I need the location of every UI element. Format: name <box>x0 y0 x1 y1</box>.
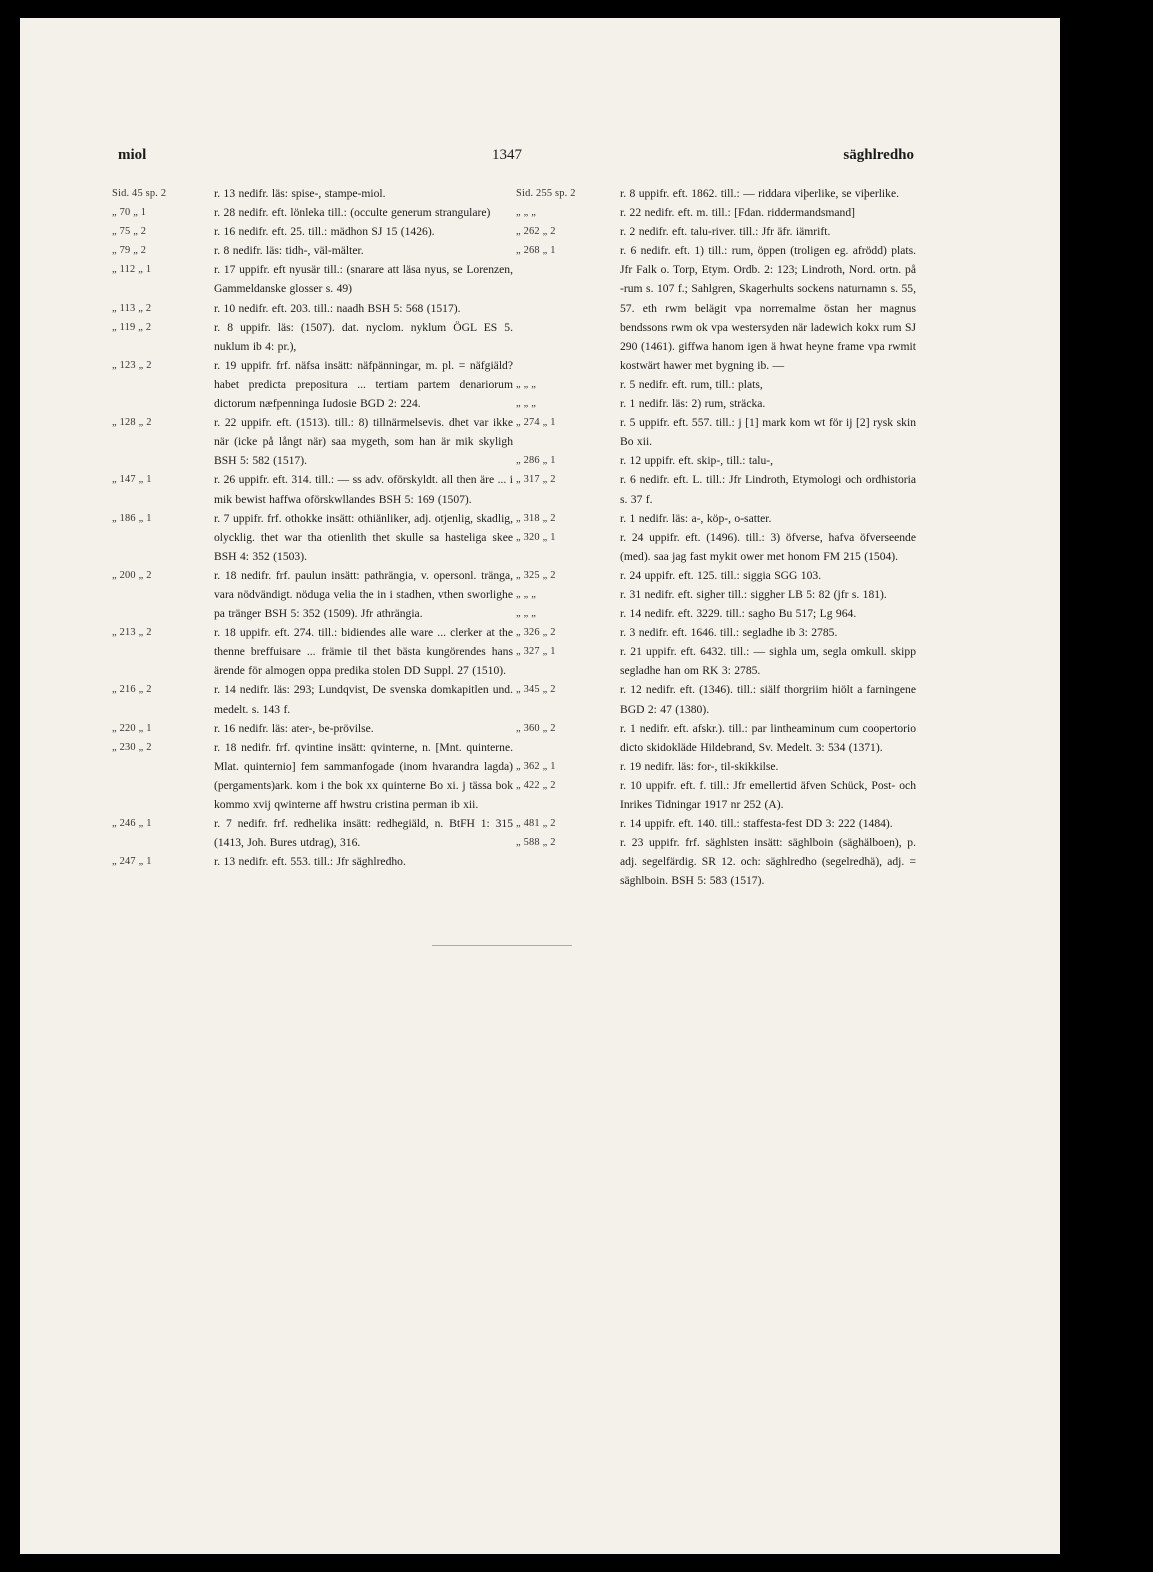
header-right-word: säghlredho <box>843 147 914 163</box>
entry-location: „ „ „ <box>516 608 537 620</box>
correction-entry <box>112 566 513 623</box>
page <box>20 18 1060 1554</box>
entry-location: „ 246 „ 1 <box>112 818 152 830</box>
entry-location: „ „ „ <box>516 378 537 390</box>
entry-location: „ 327 „ 1 <box>516 646 556 658</box>
correction-entry <box>112 509 513 566</box>
entry-location: „ 317 „ 2 <box>516 474 556 486</box>
end-rule <box>432 945 572 946</box>
entry-text: r. 26 uppifr. eft. 314. till.: — ss adv. oförskyldt. all then äre ... i mik bewist haffwa oförskwllandes BSH 5: 169 (1507). <box>214 473 513 506</box>
correction-entry <box>516 623 916 642</box>
entry-location: „ 186 „ 1 <box>112 512 152 524</box>
correction-entry <box>112 680 513 718</box>
entry-text: r. 6 nedifr. eft. 1) till.: rum, öppen (troligen eg. afrödd) plats. Jfr Falk o. Torp, Etym. Ordb. 2: 123; Lindroth, Nord. ortn. på -rum s. 107 f.; Sahlgren, Skagerhults sockens naturnamn s. 55, 57. eth rwm belägit vpa norremalme östan her magnus bendssons rwm ok vpa westersyden när ladewich kokx rum SJ 290 (1461). giffwa hanom igen ä hwat heyne frame vpa rwmit kostwärt hawer met bygning ib. — <box>620 244 916 372</box>
entry-text: r. 1 nedifr. eft. afskr.). till.: par lintheaminum cum coopertorio dicto skidokläde Hildebrand, Sv. Medelt. 3: 534 (1371). <box>620 721 916 754</box>
correction-entry <box>112 299 513 318</box>
entry-location: „ 128 „ 2 <box>112 417 152 429</box>
entry-text: r. 1 nedifr. läs: a-, köp-, o-satter. <box>620 511 772 525</box>
entry-location: „ 75 „ 2 <box>112 226 147 238</box>
entry-location: Sid. 255 sp. 2 <box>516 188 576 199</box>
entry-text: r. 8 nedifr. läs: tidh-, väl-mälter. <box>214 244 364 258</box>
correction-entry <box>112 623 513 680</box>
entry-text: r. 18 nedifr. frf. qvintine insätt: qvinterne, n. [Mnt. quinterne. Mlat. quinternio] fem sammanfogade (inom hvarandra lagda) (pergaments)ark. kom i the bok xx quinterne Bo xi. j tässa bok kommo xvij qwinterne aff hwstru cristina perman ib xii. <box>214 740 513 811</box>
correction-entry <box>516 203 916 222</box>
correction-entry <box>112 184 513 203</box>
entry-location: „ „ „ <box>516 398 537 410</box>
entry-location: „ 345 „ 2 <box>516 684 556 696</box>
entry-text: r. 1 nedifr. läs: 2) rum, sträcka. <box>620 397 766 411</box>
entry-text: r. 14 nedifr. läs: 293; Lundqvist, De svenska domkapitlen und. medelt. s. 143 f. <box>214 683 513 716</box>
entry-location: „ 147 „ 1 <box>112 474 152 486</box>
entry-location: „ 274 „ 1 <box>516 417 556 429</box>
correction-entry <box>516 776 916 814</box>
correction-entry <box>112 318 513 356</box>
entry-text: r. 5 uppifr. eft. 557. till.: j [1] mark kom wt för ij [2] rysk skin Bo xii. <box>620 416 916 449</box>
entry-text: r. 21 uppifr. eft. 6432. till.: — sighla um, segla omkull. skipp segladhe han om RK 3: 2785. <box>620 645 916 678</box>
correction-entry <box>516 642 916 680</box>
entry-text: r. 18 nedifr. frf. paulun insätt: pathrängia, v. opersonl. tränga, vara nödvändigt. nöduga velia the in i stadhen, vthen sworlighe pa tränger BSH 5: 352 (1509). Jfr athrängia. <box>214 568 513 621</box>
entry-location: „ 230 „ 2 <box>112 741 152 753</box>
entry-location: „ 262 „ 2 <box>516 226 556 238</box>
entry-location: „ 422 „ 2 <box>516 779 556 791</box>
entry-location: „ 326 „ 2 <box>516 627 556 639</box>
entry-location: „ 360 „ 2 <box>516 722 556 734</box>
entry-text: r. 8 uppifr. eft. 1862. till.: — riddara viþerlike, se viþerlike. <box>620 187 899 200</box>
entry-text: r. 12 uppifr. eft. skip-, till.: talu-, <box>620 454 774 468</box>
correction-entry <box>112 260 513 298</box>
entry-text: r. 24 uppifr. eft. (1496). till.: 3) öfverse, hafva öfverseende (med). saa jag fast mykit ower met honom FM 215 (1504). <box>620 530 916 563</box>
entry-location: „ 286 „ 1 <box>516 455 556 467</box>
correction-entry <box>112 719 513 738</box>
entry-text: r. 14 uppifr. eft. 140. till.: staffesta-fest DD 3: 222 (1484). <box>620 817 893 831</box>
correction-entry <box>516 757 916 776</box>
entry-location: „ 268 „ 1 <box>516 245 556 257</box>
entry-location: „ 112 „ 1 <box>112 264 152 276</box>
entry-text: r. 7 nedifr. frf. redhelika insätt: redhegiäld, n. BtFH 1: 315 (1413, Joh. Bures utdrag), 316. <box>214 817 513 850</box>
entry-text: r. 5 nedifr. eft. rum, till.: plats, <box>620 377 763 391</box>
entry-location: „ „ „ <box>516 588 537 600</box>
correction-entry <box>112 413 513 470</box>
correction-entry <box>516 604 916 623</box>
correction-entry <box>112 356 513 413</box>
entry-text: r. 10 uppifr. eft. f. till.: Jfr emellertid äfven Schück, Post- och Inrikes Tidningar 1917 nr 252 (A). <box>620 778 916 811</box>
header-left-word: miol <box>118 147 147 163</box>
correction-entry <box>516 509 916 528</box>
correction-entry <box>516 528 916 566</box>
entry-text: r. 12 nedifr. eft. (1346). till.: siälf thorgriim hiölt a farningene BGD 2: 47 (1380). <box>620 683 916 716</box>
entry-text: r. 16 nedifr. eft. 25. till.: mädhon SJ 15 (1426). <box>214 225 435 239</box>
entry-text: r. 7 uppifr. frf. othokke insätt: othiänliker, adj. otjenlig, skadlig, olycklig. thet war tha otienlith thet skulle sa hasteliga skee BSH 4: 352 (1503). <box>214 511 513 563</box>
entry-location: „ 247 „ 1 <box>112 856 152 868</box>
correction-entry <box>516 680 916 718</box>
entry-location: „ 119 „ 2 <box>112 321 152 333</box>
entry-text: r. 3 nedifr. eft. 1646. till.: segladhe ib 3: 2785. <box>620 626 838 640</box>
correction-entry <box>112 222 513 241</box>
entry-location: „ 213 „ 2 <box>112 627 152 639</box>
entry-location: „ 79 „ 2 <box>112 245 147 257</box>
correction-entry <box>112 470 513 508</box>
correction-entry <box>516 719 916 757</box>
entry-text: r. 2 nedifr. eft. talu-river. till.: Jfr äfr. iämrift. <box>620 225 831 239</box>
right-column <box>516 184 916 890</box>
entry-location: „ 320 „ 1 <box>516 531 556 543</box>
correction-entry <box>516 451 916 470</box>
correction-entry <box>112 203 513 222</box>
correction-entry <box>112 738 513 814</box>
entry-location: „ 481 „ 2 <box>516 818 556 830</box>
entry-text: r. 13 nedifr. eft. 553. till.: Jfr säghlredho. <box>214 855 406 869</box>
entry-text: r. 10 nedifr. eft. 203. till.: naadh BSH 5: 568 (1517). <box>214 301 461 315</box>
entry-text: r. 6 nedifr. eft. L. till.: Jfr Lindroth, Etymologi och ordhistoria s. 37 f. <box>620 473 916 506</box>
entry-location: „ 216 „ 2 <box>112 684 152 696</box>
correction-entry <box>516 394 916 413</box>
entry-text: r. 18 uppifr. eft. 274. till.: bidiendes alle ware ... clerker at the thenne breffuisare ... främie til thet bästa kungörendes hans ärende för almogen oppa predika stolen DD Suppl. 27 (1510). <box>214 626 513 678</box>
correction-entry <box>112 814 513 852</box>
entry-text: r. 22 uppifr. eft. (1513). till.: 8) tillnärmelsevis. dhet var ikke när (icke på långt när) saa mygeth, som han är mik skyligh BSH 5: 582 (1517). <box>214 416 513 468</box>
entry-location: „ 200 „ 2 <box>112 569 152 581</box>
correction-entry <box>516 375 916 394</box>
correction-entry <box>516 184 916 203</box>
entry-location: „ „ „ <box>516 207 537 219</box>
entry-text: r. 16 nedifr. läs: ater-, be-prövilse. <box>214 721 374 735</box>
correction-entry <box>516 814 916 833</box>
entry-text: r. 17 uppifr. eft nyusär till.: (snarare att läsa nyus, se Lorenzen, Gammeldanske glosser s. 49) <box>214 263 513 296</box>
entry-location: Sid. 45 sp. 2 <box>112 188 167 199</box>
entry-text: r. 19 uppifr. frf. näfsa insätt: näfpänningar, m. pl. = näfgiäld? habet predicta prepositura ... tertiam partem denariorum dictorum næfpenninga Iudosie BGD 2: 224. <box>214 358 513 411</box>
correction-entry <box>516 585 916 604</box>
entry-location: „ 325 „ 2 <box>516 569 556 581</box>
entry-text: r. 22 nedifr. eft. m. till.: [Fdan. riddermandsmand] <box>620 206 856 220</box>
correction-entry <box>516 222 916 241</box>
correction-entry <box>516 241 916 375</box>
entry-location: „ 113 „ 2 <box>112 302 152 314</box>
entry-text: r. 31 nedifr. eft. sigher till.: siggher LB 5: 82 (jfr s. 181). <box>620 587 887 601</box>
entry-text: r. 23 uppifr. frf. säghlsten insätt: säghlboin (säghälboen), p. adj. segelfärdig. SR 12. och: säghlredho (segelredhä), adj. = säghlboin. BSH 5: 583 (1517). <box>620 836 916 888</box>
left-column <box>112 184 513 871</box>
entry-location: „ 588 „ 2 <box>516 837 556 849</box>
entry-text: r. 13 nedifr. läs: spise-, stampe-miol. <box>214 187 386 200</box>
entry-location: „ 362 „ 1 <box>516 760 556 772</box>
correction-entry <box>516 833 916 890</box>
page-number: 1347 <box>492 147 522 163</box>
entry-location: „ 220 „ 1 <box>112 722 152 734</box>
entry-text: r. 8 uppifr. läs: (1507). dat. nyclom. nyklum ÖGL ES 5. nuklum ib 4: pr.), <box>214 320 513 353</box>
correction-entry <box>516 566 916 585</box>
correction-entry <box>516 413 916 451</box>
entry-text: r. 28 nedifr. eft. lönleka till.: (occulte generum strangulare) <box>214 206 491 220</box>
correction-entry <box>112 241 513 260</box>
entry-text: r. 24 uppifr. eft. 125. till.: siggia SGG 103. <box>620 568 822 582</box>
entry-location: „ 70 „ 1 <box>112 207 147 219</box>
entry-text: r. 14 nedifr. eft. 3229. till.: sagho Bu 517; Lg 964. <box>620 607 857 621</box>
entry-text: r. 19 nedifr. läs: for-, til-skikkilse. <box>620 759 779 773</box>
correction-entry <box>112 852 513 871</box>
entry-location: „ 123 „ 2 <box>112 359 152 371</box>
entry-location: „ 318 „ 2 <box>516 512 556 524</box>
correction-entry <box>516 470 916 508</box>
